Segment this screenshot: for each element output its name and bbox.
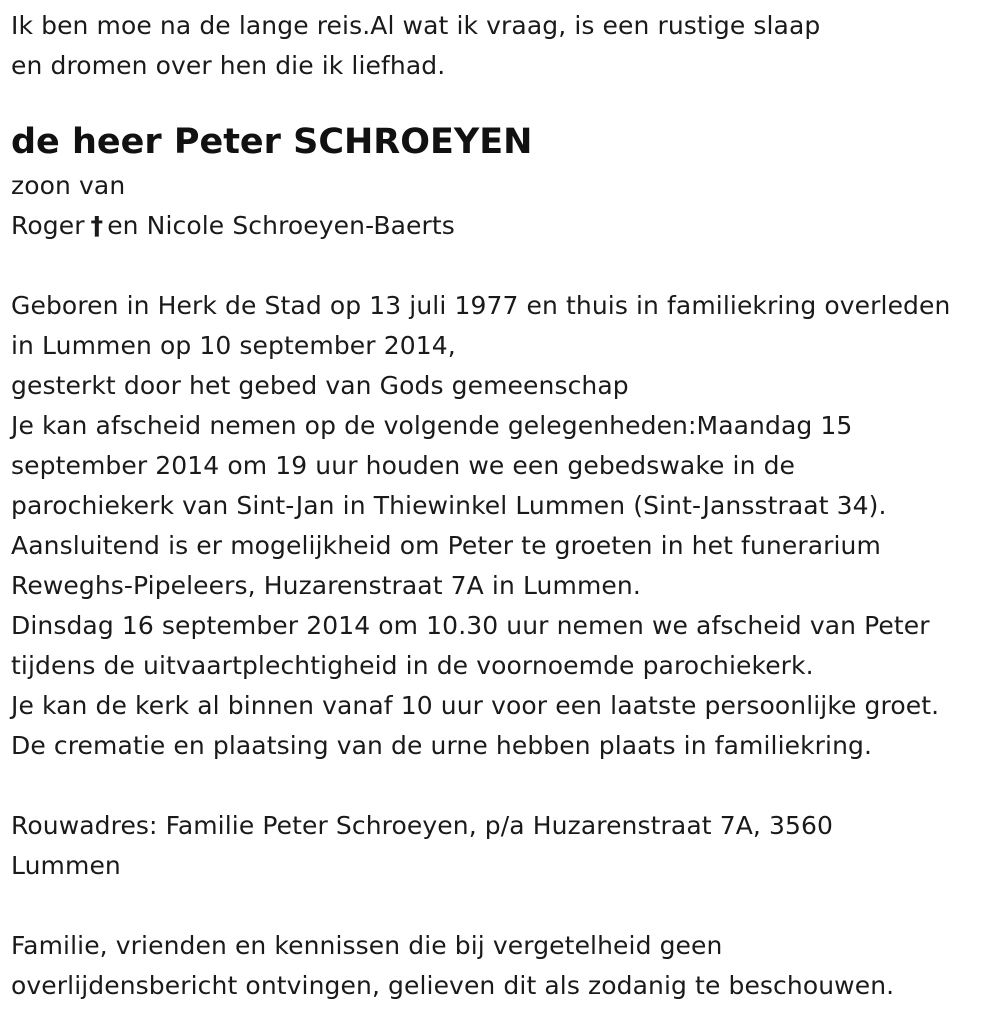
father-name: Roger	[11, 211, 85, 240]
body-line: Je kan afscheid nemen op de volgende gelegenheden:Maandag 15	[11, 411, 853, 440]
relation-text: zoon van	[11, 171, 126, 200]
parents-line	[11, 206, 996, 246]
deceased-name: de heer Peter SCHROEYEN	[11, 122, 533, 162]
body-text	[11, 286, 996, 766]
body-line: Reweghs-Pipeleers, Huzarenstraat 7A in Lummen.	[11, 571, 641, 600]
obituary-notice	[11, 6, 996, 1006]
body-line: Je kan de kerk al binnen vanaf 10 uur voor een laatste persoonlijke groet.	[11, 691, 940, 720]
spacer	[11, 766, 996, 806]
mourning-address	[11, 806, 996, 886]
closing-note	[11, 926, 996, 1006]
intro-line-1: Ik ben moe na de lange reis.Al wat ik vraag, is een rustige slaap	[11, 11, 821, 40]
mother-name: en Nicole Schroeyen-Baerts	[107, 211, 455, 240]
spacer	[11, 246, 996, 286]
address-line: Rouwadres: Familie Peter Schroeyen, p/a Huzarenstraat 7A, 3560	[11, 811, 834, 840]
body-line: gesterkt door het gebed van Gods gemeenschap	[11, 371, 629, 400]
spacer	[11, 886, 996, 926]
body-line: De crematie en plaatsing van de urne hebben plaats in familiekring.	[11, 731, 873, 760]
address-line: Lummen	[11, 851, 121, 880]
closing-line: Familie, vrienden en kennissen die bij vergetelheid geen	[11, 931, 723, 960]
body-line: in Lummen op 10 september 2014,	[11, 331, 456, 360]
body-line: Dinsdag 16 september 2014 om 10.30 uur nemen we afscheid van Peter	[11, 611, 930, 640]
body-line: september 2014 om 19 uur houden we een gebedswake in de	[11, 451, 796, 480]
intro-line-2: en dromen over hen die ik liefhad.	[11, 51, 446, 80]
body-line: Geboren in Herk de Stad op 13 juli 1977 en thuis in familiekring overleden	[11, 291, 951, 320]
body-line: parochiekerk van Sint-Jan in Thiewinkel Lummen (Sint-Jansstraat 34).	[11, 491, 887, 520]
cross-icon: †	[90, 211, 104, 240]
body-line: Aansluitend is er mogelijkheid om Peter te groeten in het funerarium	[11, 531, 881, 560]
closing-line: overlijdensbericht ontvingen, gelieven dit als zodanig te beschouwen.	[11, 971, 895, 1000]
body-line: tijdens de uitvaartplechtigheid in de voornoemde parochiekerk.	[11, 651, 814, 680]
